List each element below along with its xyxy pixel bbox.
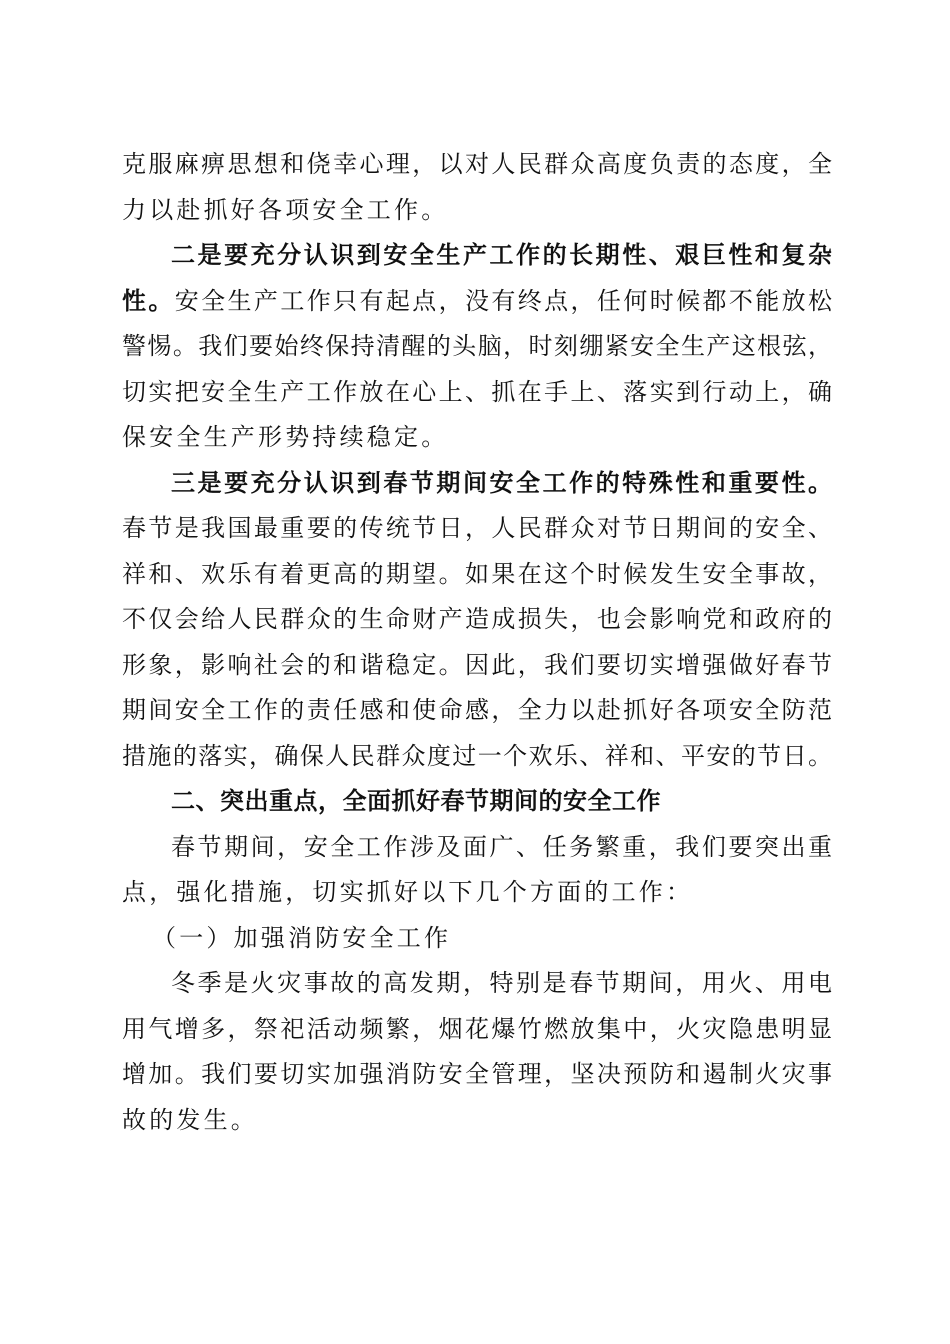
paragraph-line: 期间安全工作的责任感和使命感，全力以赴抓好各项安全防范 [122, 696, 832, 724]
section-heading: 二、突出重点，全面抓好春节期间的安全工作 [171, 787, 661, 815]
paragraph-line: 形象，影响社会的和谐稳定。因此，我们要切实增强做好春节 [122, 650, 832, 679]
paragraph-line: 故的发生。 [122, 1105, 258, 1134]
paragraph-line: 切实把安全生产工作放在心上、抓在手上、落实到行动上，确 [122, 377, 832, 406]
bold-lead-text: 二是要充分认识到安全生产工作的长期性、艰巨性和复杂 [171, 241, 832, 269]
paragraph-line [122, 279, 832, 325]
paragraph-line: 力以赴抓好各项安全工作。 [122, 195, 449, 224]
paragraph-line: 保安全生产形势持续稳定。 [122, 423, 449, 451]
paragraph-line: 春节是我国最重要的传统节日，人民群众对节日期间的安全、 [122, 514, 832, 542]
paragraph-line: 警惕。我们要始终保持清醒的头脑，时刻绷紧安全生产这根弦， [122, 332, 832, 360]
paragraph-line [122, 233, 832, 279]
subsection-heading: （一）加强消防安全工作 [152, 923, 452, 952]
paragraph-line: 祥和、欢乐有着更高的期望。如果在这个时候发生安全事故， [122, 559, 832, 588]
paragraph-line: 增加。我们要切实加强消防安全管理，坚决预防和遏制火灾事 [122, 1060, 832, 1088]
paragraph-line: 不仅会给人民群众的生命财产造成损失，也会影响党和政府的 [122, 605, 832, 633]
paragraph-line: 冬季是火灾事故的高发期，特别是春节期间，用火、用电 [171, 969, 832, 997]
paragraph-line: 克服麻痹思想和侥幸心理，以对人民群众高度负责的态度，全 [122, 150, 832, 178]
bold-lead-text: 性。 [122, 286, 175, 315]
body-text: 安全生产工作只有起点，没有终点，任何时候都不能放松 [174, 286, 833, 315]
paragraph-line: 措施的落实，确保人民群众度过一个欢乐、祥和、平安的节日。 [122, 741, 832, 770]
document-body [122, 142, 832, 1143]
paragraph-line: 用气增多，祭祀活动频繁，烟花爆竹燃放集中，火灾隐患明显 [122, 1014, 832, 1043]
paragraph-line: 春节期间，安全工作涉及面广、任务繁重，我们要突出重 [171, 832, 832, 861]
bold-lead-text: 三是要充分认识到春节期间安全工作的特殊性和重要性。 [171, 468, 832, 497]
paragraph-line [122, 461, 832, 507]
paragraph-line: 点，强化措施，切实抓好以下几个方面的工作： [122, 878, 694, 906]
